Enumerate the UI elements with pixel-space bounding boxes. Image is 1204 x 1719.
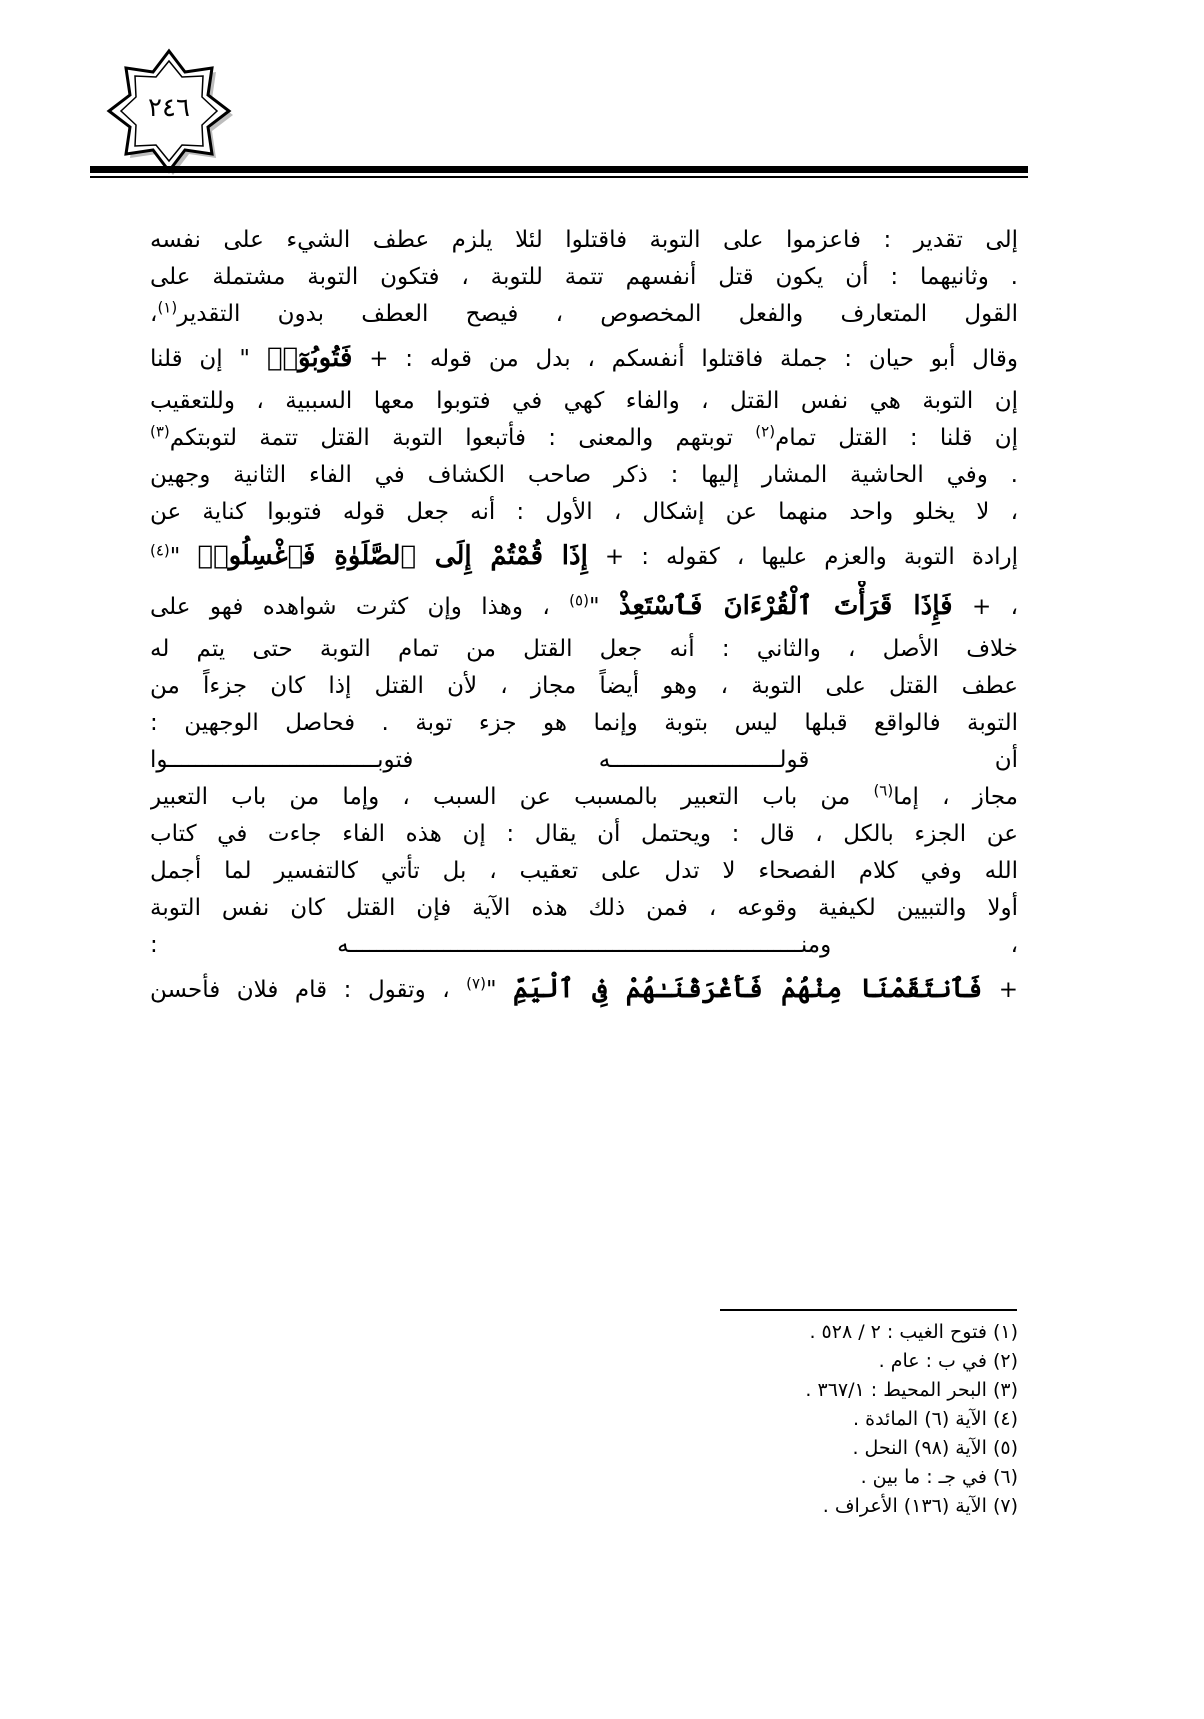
text-line: التوبة فالواقع قبلها ليس بتوبة وإنما هو جزء توبة . فحاصل الوجهين : bbox=[150, 710, 1018, 736]
text-line: أن قولـــــــــــــــــــــــــه فتوبـــــــــــــــــــــــــــــــوا bbox=[150, 747, 1018, 773]
quran-quote: فَإِذَا قَرَأْتَ ٱلْقُرْءَانَ فَٱسْتَعِذْ bbox=[618, 591, 953, 621]
text-line: . وثانيهما : أن يكون قتل أنفسهم تتمة للتوبة ، فتكون التوبة مشتملة على bbox=[150, 264, 1018, 290]
footnote-ref: (٥) bbox=[569, 591, 589, 610]
footnote-separator bbox=[720, 1309, 1017, 1311]
footnote-ref: (٤) bbox=[150, 541, 170, 560]
text-line: وقال أبو حيان : جملة فاقتلوا أنفسكم ، بدل من قوله : + فَتُوبُوٓا۟ " إن قلنا bbox=[150, 343, 1018, 373]
footnote: (٤) الآية (٦) المائدة . bbox=[853, 1408, 1018, 1430]
footnote: (٧) الآية (١٣٦) الأعراف . bbox=[822, 1495, 1018, 1517]
header-rule-thick bbox=[90, 166, 1028, 173]
text-line: + فَٱنتَقَمْنَا مِنْهُمْ فَأَغْرَقْنَـٰهُمْ فِى ٱلْيَمِّ "$^{(٧)}$ ، وتقول : قام فلان فأحسن bbox=[150, 974, 1018, 1004]
quran-quote: إِذَا قُمْتُمْ إِلَى ٱلصَّلَوٰةِ فَٱغْسِلُوا۟ bbox=[197, 541, 588, 571]
text-line: الله وفي كلام الفصحاء لا تدل على تعقيب ، بل تأتي كالتفسير لما أجمل bbox=[150, 858, 1018, 884]
text-line: إن قلنا : القتل تمام$^{(٢)}$ توبتهم والمعنى : فأتبعوا التوبة القتل تتمة لتوبتكم$^{(٣)}$ bbox=[150, 422, 1018, 451]
footnote: (٦) في جـ : ما بين . bbox=[860, 1466, 1018, 1488]
footnote-ref: (٦) bbox=[873, 781, 894, 800]
text-line: إن التوبة هي نفس القتل ، والفاء كهي في فتوبوا معها السببية ، وللتعقيب bbox=[150, 388, 1018, 414]
footnote-ref: (٢) bbox=[755, 422, 776, 441]
text-line: ، لا يخلو واحد منهما عن إشكال ، الأول : أنه جعل قوله فتوبوا كناية عن bbox=[150, 499, 1018, 525]
quran-quote: فَٱنتَقَمْنَا مِنْهُمْ فَأَغْرَقْنَـٰهُمْ فِى ٱلْيَمِّ bbox=[513, 974, 983, 1004]
text-line: خلاف الأصل ، والثاني : أنه جعل القتل من تمام التوبة حتى يتم له bbox=[150, 636, 1018, 662]
footnote: (١) فتوح الغيب : ٢ / ٥٢٨ . bbox=[809, 1321, 1018, 1343]
text-line: ، ومنـــــــــــــــــــــــــــــــــــــــــــــــــــــــــــــــــــه : bbox=[150, 932, 1018, 958]
text-line: أولا والتبيين لكيفية وقوعه ، فمن ذلك هذه الآية فإن القتل كان نفس التوبة bbox=[150, 895, 1018, 921]
text-line: ، + فَإِذَا قَرَأْتَ ٱلْقُرْءَانَ فَٱسْتَعِذْ "$^{(٥)}$ ، وهذا وإن كثرت شواهده فهو على bbox=[150, 591, 1018, 621]
footnotes bbox=[650, 1318, 1018, 1521]
text-line: إرادة التوبة والعزم عليها ، كقوله : + إِذَا قُمْتُمْ إِلَى ٱلصَّلَوٰةِ فَٱغْسِلُوا۟ "$^{(٤)}$ bbox=[150, 541, 1018, 571]
text-line: عن الجزء بالكل ، قال : ويحتمل أن يقال : إن هذه الفاء جاءت في كتاب bbox=[150, 821, 1018, 847]
main-text bbox=[150, 222, 1018, 1014]
text-line: عطف القتل على التوبة ، وهو أيضاً مجاز ، لأن القتل إذا كان جزءاً من bbox=[150, 673, 1018, 699]
footnote-ref: (٧) bbox=[466, 974, 486, 993]
footnote: (٢) في ب : عام . bbox=[878, 1350, 1018, 1372]
text-line: القول المتعارف والفعل المخصوص ، فيصح العطف بدون التقدير$^{(١)}$، bbox=[150, 298, 1018, 327]
footnote-ref: (١) bbox=[157, 298, 178, 317]
page-number-badge bbox=[103, 45, 235, 177]
footnote-ref: (٣) bbox=[150, 422, 170, 441]
quran-quote: فَتُوبُوٓا۟ bbox=[266, 343, 353, 373]
text-line: إلى تقدير : فاعزموا على التوبة فاقتلوا لئلا يلزم عطف الشيء على نفسه bbox=[150, 227, 1018, 253]
footnote: (٣) البحر المحيط : ٣٦٧/١ . bbox=[805, 1379, 1018, 1401]
header-rule-thin bbox=[90, 176, 1028, 178]
page-number: ٢٤٦ bbox=[148, 93, 190, 123]
footnote: (٥) الآية (٩٨) النحل . bbox=[852, 1437, 1018, 1459]
text-line: . وفي الحاشية المشار إليها : ذكر صاحب الكشاف في الفاء الثانية وجهين bbox=[150, 462, 1018, 488]
text-line: مجاز ، إما$^{(٦)}$ من باب التعبير بالمسبب عن السبب ، وإما من باب التعبير bbox=[150, 781, 1018, 810]
